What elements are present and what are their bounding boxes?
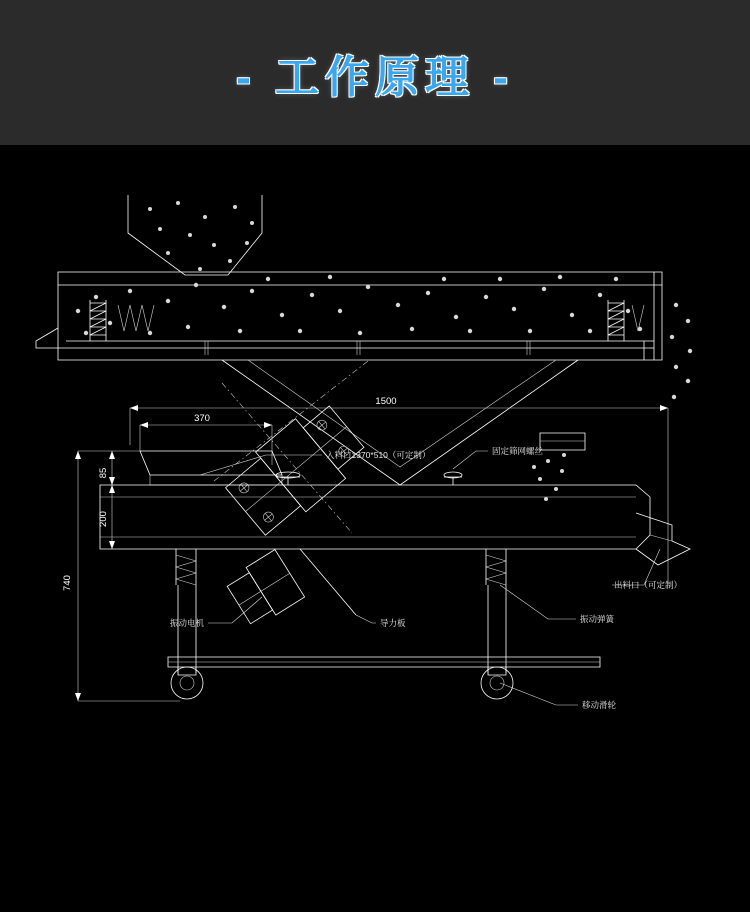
elevation-dimension-view	[62, 396, 690, 710]
material-flow-lines	[222, 360, 578, 485]
dim-height-740-text: 740	[62, 575, 73, 591]
spring-right	[608, 300, 624, 341]
callout-vibration-motor-text: 振动电机	[170, 618, 205, 628]
oversize-discharge-dots	[670, 303, 692, 399]
dim-height-85	[98, 451, 115, 485]
motor-axis-lines	[214, 361, 368, 533]
screen-mesh-hatch	[118, 305, 644, 331]
principle-cross-section-view	[36, 195, 692, 541]
lower-vibration-motor	[224, 550, 305, 629]
vibration-motor-assembly	[220, 397, 371, 542]
dim-feed-length	[140, 413, 272, 465]
guide-plate-line	[300, 549, 356, 615]
hopper-material-dots	[148, 201, 254, 271]
feed-hopper	[128, 195, 262, 275]
fines-discharge-chute	[540, 433, 585, 450]
dim-height-200	[98, 485, 115, 549]
spring-left	[90, 300, 106, 341]
screen-fixing-bolts	[276, 472, 462, 485]
callout-inlet-text: 入料口1370*510（可定制）	[326, 450, 431, 460]
dim-height-85-text: 85	[98, 467, 109, 479]
header-band	[0, 0, 750, 145]
callout-outlet-text: 出料口（可定制）	[614, 580, 683, 590]
machine-side-body	[100, 451, 690, 565]
screen-body-outline	[36, 272, 662, 360]
callout-vibration-spring-text: 振动弹簧	[580, 614, 615, 624]
fines-dots	[532, 453, 566, 501]
dim-feed-length-text: 370	[194, 413, 210, 424]
page-title: - 工作原理 -	[236, 52, 514, 102]
screen-material-dots	[76, 275, 642, 335]
callout-guide-plate-text: 导力板	[380, 618, 406, 628]
dim-overall-length	[130, 396, 668, 585]
dim-height-200-text: 200	[98, 511, 109, 527]
callout-caster-text: 移动滑轮	[582, 700, 617, 710]
technical-drawing	[0, 145, 750, 912]
callout-screen-bolt-text: 固定筛网螺丝	[492, 446, 544, 456]
dim-overall-length-text: 1500	[375, 396, 397, 407]
dim-height-740	[62, 451, 180, 701]
